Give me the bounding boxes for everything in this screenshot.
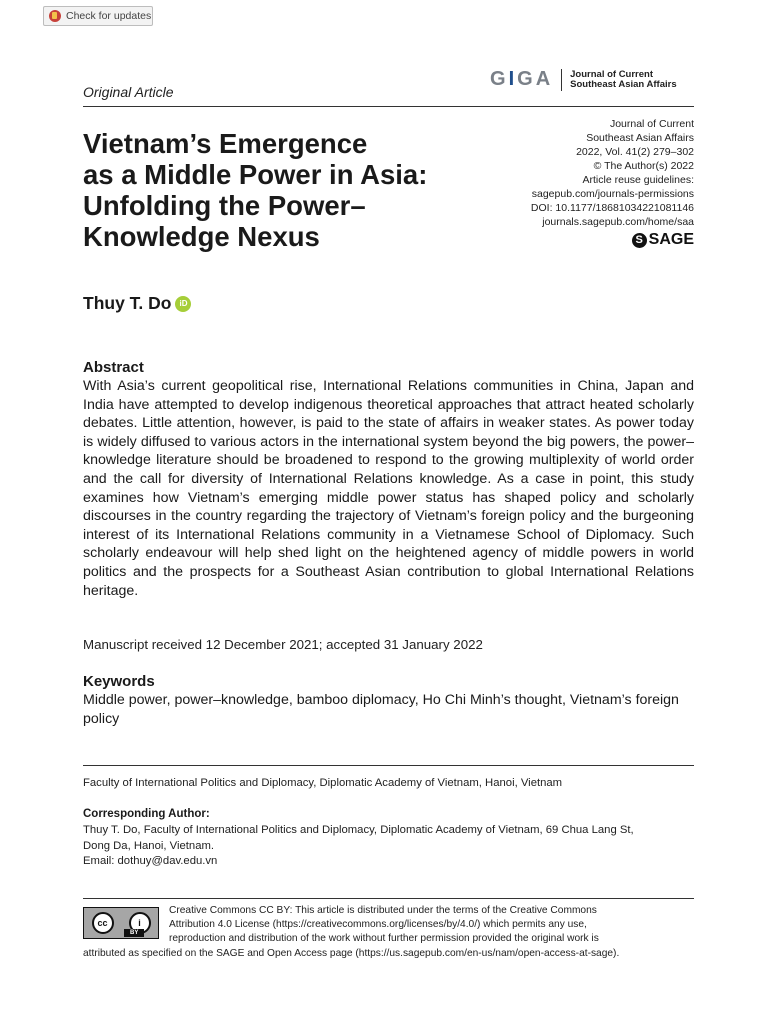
logo-divider bbox=[561, 69, 562, 91]
manuscript-dates: Manuscript received 12 December 2021; accepted 31 January 2022 bbox=[83, 637, 483, 652]
author-name: Thuy T. Do bbox=[83, 293, 172, 313]
article-title: Vietnam’s Emergence as a Middle Power in Asia: Unfolding the Power– Knowledge Nexus bbox=[83, 128, 428, 252]
affiliation: Faculty of International Politics and Diplomacy, Diplomatic Academy of Vietnam, Hanoi, Vietnam bbox=[83, 777, 563, 789]
keywords-heading: Keywords bbox=[83, 673, 155, 690]
journal-metadata: Journal of Current Southeast Asian Affairs 2022, Vol. 41(2) 279–302 © The Author(s) 2022 Article reuse guidelines: sagepub.com/journals-permissions DOI: 10.1177/18681034221081146 journals.sagepub.com/home/saa bbox=[434, 117, 694, 229]
abstract-heading: Abstract bbox=[83, 359, 144, 376]
abstract-text: With Asia’s current geopolitical rise, International Relations communities in China, Japan and India have attempted to develop indigenous theoretical approaches that attract heated scholarly debates. Little attention, however, is paid to the state of affairs in weaker states. As power today is widely diffused to various actors in the international system beyond the big powers, the power–knowledge literature should be broadened to respond to the growing multiplexity of world order and the call for diversity of International Relations knowledge. As a case in point, this study examines how Vietnam’s emerging middle power status has shaped policy and scholarly discourses in the country regarding the trajectory of Vietnam’s foreign policy and the burgeoning interest of its International Relations community in a Vietnamese School of Diplomacy. Such scholarly endeavour will help shed light on the heightened agency of middle powers in world politics and the prospects for a Southeast Asian contribution to global International Relations heritage. bbox=[83, 378, 694, 599]
journal-home-link[interactable]: journals.sagepub.com/home/saa bbox=[542, 216, 694, 228]
journal-logo bbox=[490, 68, 677, 91]
keywords-text: Middle power, power–knowledge, bamboo diplomacy, Ho Chi Minh’s thought, Vietnam’s foreign policy bbox=[83, 692, 679, 727]
giga-logo: GIGA bbox=[490, 68, 554, 90]
author-line bbox=[83, 293, 191, 314]
cc-by-badge[interactable] bbox=[83, 907, 159, 939]
footnote-rule bbox=[83, 765, 694, 766]
journal-logo-name: Journal of Current Southeast Asian Affairs bbox=[570, 68, 677, 90]
article-type: Original Article bbox=[83, 84, 174, 100]
check-for-updates-button[interactable] bbox=[43, 6, 153, 26]
corresponding-heading: Corresponding Author: bbox=[83, 808, 210, 820]
orcid-icon[interactable]: iD bbox=[175, 296, 191, 312]
sage-s-icon: S bbox=[632, 233, 647, 248]
creative-commons-icon: cc bbox=[92, 912, 114, 934]
check-for-updates-label: Check for updates bbox=[66, 10, 152, 22]
doi-link[interactable]: DOI: 10.1177/18681034221081146 bbox=[530, 202, 694, 214]
crossmark-icon bbox=[49, 10, 61, 22]
author-email[interactable]: Email: dothuy@dav.edu.vn bbox=[83, 855, 218, 867]
corresponding-details: Thuy T. Do, Faculty of International Politics and Diplomacy, Diplomatic Academy of Vietnam, 69 Chua Lang St, Dong Da, Hanoi, Vietnam. Email: dothuy@dav.edu.vn bbox=[83, 823, 694, 870]
license-text: Creative Commons CC BY: This article is distributed under the terms of the Creative Commons Attribution 4.0 License (https://creativecommons.org/licenses/by/4.0/) which permits any use, reproduction and distribution of the work without further permission provided the original work is attributed as specified on the SAGE and Open Access page (https://us.sagepub.com/en-us/nam/open-access-at-sage). bbox=[83, 905, 620, 959]
header-rule bbox=[83, 106, 694, 107]
license-rule bbox=[83, 898, 694, 899]
attribution-person-icon: i bbox=[129, 912, 151, 934]
permissions-link[interactable]: sagepub.com/journals-permissions bbox=[531, 188, 694, 200]
by-label: BY bbox=[124, 929, 144, 937]
sage-logo: S SAGE bbox=[632, 231, 694, 249]
